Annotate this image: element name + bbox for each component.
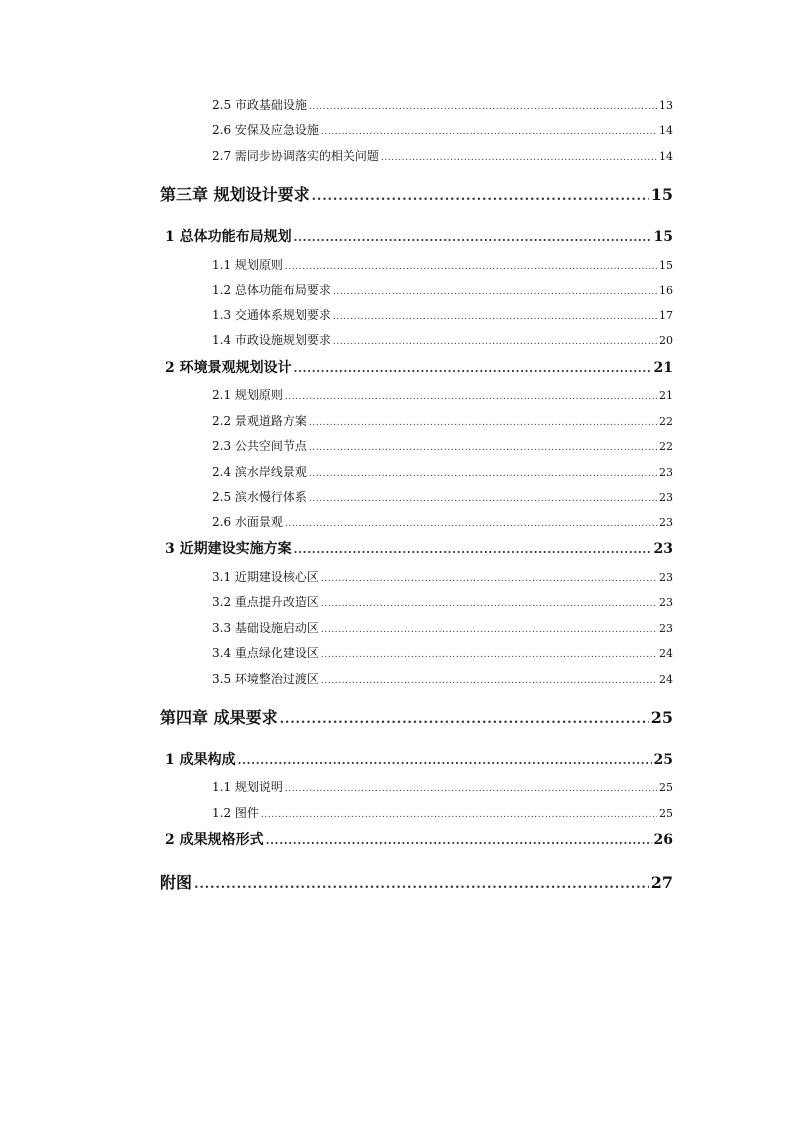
toc-page-number: 24	[659, 647, 673, 660]
toc-page-number: 22	[659, 415, 673, 428]
toc-entry-title: 3.1 近期建设核心区	[212, 570, 319, 584]
toc-page-number: 24	[659, 673, 673, 686]
toc-entry-title: 1.1 规划说明	[212, 780, 283, 794]
toc-page-number: 25	[650, 708, 673, 727]
toc-entry-title: 3.4 重点绿化建设区	[212, 646, 319, 660]
toc-entry[interactable]	[212, 514, 673, 530]
toc-entry[interactable]	[212, 594, 673, 610]
dot-leader	[309, 491, 657, 507]
toc-section[interactable]	[165, 228, 673, 247]
toc-page-number: 16	[659, 284, 673, 297]
toc-entry[interactable]	[212, 413, 673, 429]
toc-entry[interactable]	[212, 387, 673, 403]
toc-entry-title: 1.3 交通体系规划要求	[212, 308, 331, 322]
toc-page-number: 21	[653, 360, 673, 376]
toc-entry[interactable]	[212, 332, 673, 348]
toc-page-number: 25	[653, 752, 673, 768]
dot-leader	[312, 186, 649, 208]
toc-chapter-title: 附图	[160, 873, 193, 892]
toc-entry-title: 2.5 滨水慢行体系	[212, 490, 307, 504]
dot-leader	[321, 596, 657, 612]
toc-page-number: 27	[650, 873, 673, 892]
toc-entry-title: 1.2 总体功能布局要求	[212, 283, 331, 297]
toc-chapter-title: 第四章 成果要求	[160, 708, 278, 727]
dot-leader	[321, 622, 657, 638]
dot-leader	[285, 516, 657, 532]
toc-entry-title: 1.1 规划原则	[212, 258, 283, 272]
toc-entry[interactable]	[212, 779, 673, 795]
toc-entry[interactable]	[212, 307, 673, 323]
toc-section-title: 1 总体功能布局规划	[165, 229, 292, 245]
toc-page-number: 14	[659, 150, 673, 163]
toc-entry-title: 1.4 市政设施规划要求	[212, 333, 331, 347]
toc-entry[interactable]	[212, 805, 673, 821]
toc-entry[interactable]	[212, 620, 673, 636]
toc-entry[interactable]	[212, 438, 673, 454]
dot-leader	[321, 571, 657, 587]
toc-entry-title: 2.5 市政基础设施	[212, 98, 307, 112]
dot-leader	[309, 440, 657, 456]
toc-entry[interactable]	[212, 645, 673, 661]
dot-leader	[321, 124, 657, 140]
toc-page-number: 25	[659, 807, 673, 820]
toc-page-number: 23	[659, 571, 673, 584]
toc-page-number: 15	[653, 229, 673, 245]
toc-page-number: 15	[659, 259, 673, 272]
toc-entry[interactable]	[212, 569, 673, 585]
toc-page-number: 20	[659, 334, 673, 347]
toc-page-number: 23	[659, 622, 673, 635]
toc-page-number: 23	[659, 596, 673, 609]
dot-leader	[321, 647, 657, 663]
dot-leader	[280, 709, 649, 731]
toc-section[interactable]	[165, 831, 673, 850]
toc-chapter-title: 第三章 规划设计要求	[160, 185, 310, 204]
toc-entry[interactable]	[212, 122, 673, 138]
toc-page-number: 23	[659, 466, 673, 479]
dot-leader	[266, 831, 652, 850]
toc-entry[interactable]	[212, 148, 673, 164]
dot-leader	[294, 228, 652, 247]
dot-leader	[333, 309, 657, 325]
toc-section[interactable]	[165, 540, 673, 559]
dot-leader	[321, 673, 657, 689]
toc-entry-title: 3.3 基础设施启动区	[212, 621, 319, 635]
toc-chapter[interactable]	[160, 872, 673, 894]
toc-entry-title: 3.2 重点提升改造区	[212, 595, 319, 609]
toc-entry[interactable]	[212, 97, 673, 113]
toc-section-title: 2 成果规格形式	[165, 832, 264, 848]
toc-section-title: 1 成果构成	[165, 752, 236, 768]
dot-leader	[238, 751, 652, 770]
dot-leader	[333, 334, 657, 350]
toc-entry-title: 2.6 安保及应急设施	[212, 123, 319, 137]
toc-page-number: 17	[659, 309, 673, 322]
dot-leader	[294, 359, 652, 378]
toc-entry-title: 2.1 规划原则	[212, 388, 283, 402]
dot-leader	[309, 466, 657, 482]
toc-page-number: 15	[650, 185, 673, 204]
toc-page-number: 23	[653, 541, 673, 557]
toc-page-number: 22	[659, 440, 673, 453]
dot-leader	[294, 540, 652, 559]
toc-entry-title: 2.7 需同步协调落实的相关问题	[212, 149, 379, 163]
toc-page-number: 21	[659, 389, 673, 402]
toc-entry[interactable]	[212, 282, 673, 298]
toc-entry-title: 2.4 滨水岸线景观	[212, 465, 307, 479]
toc-entry-title: 2.6 水面景观	[212, 515, 283, 529]
toc-section-title: 3 近期建设实施方案	[165, 541, 292, 557]
toc-entry-title: 3.5 环境整治过渡区	[212, 672, 319, 686]
toc-entry[interactable]	[212, 257, 673, 273]
toc-section[interactable]	[165, 359, 673, 378]
dot-leader	[333, 284, 657, 300]
toc-page-number: 13	[659, 99, 673, 112]
dot-leader	[285, 781, 657, 797]
toc-entry-title: 1.2 图件	[212, 806, 259, 820]
toc-section-title: 2 环境景观规划设计	[165, 360, 292, 376]
toc-page-number: 26	[653, 832, 673, 848]
toc-chapter[interactable]	[160, 184, 673, 206]
toc-entry[interactable]	[212, 464, 673, 480]
toc-entry[interactable]	[212, 489, 673, 505]
toc-section[interactable]	[165, 751, 673, 770]
toc-chapter[interactable]	[160, 707, 673, 729]
toc-entry-title: 2.3 公共空间节点	[212, 439, 307, 453]
toc-page-number: 14	[659, 124, 673, 137]
dot-leader	[381, 150, 657, 166]
dot-leader	[194, 874, 649, 896]
dot-leader	[261, 807, 657, 823]
dot-leader	[285, 259, 657, 275]
dot-leader	[309, 415, 657, 431]
dot-leader	[309, 99, 657, 115]
toc-entry-title: 2.2 景观道路方案	[212, 414, 307, 428]
toc-page-number: 23	[659, 516, 673, 529]
toc-page-number: 25	[659, 781, 673, 794]
toc-page-number: 23	[659, 491, 673, 504]
toc-entry[interactable]	[212, 671, 673, 687]
dot-leader	[285, 389, 657, 405]
